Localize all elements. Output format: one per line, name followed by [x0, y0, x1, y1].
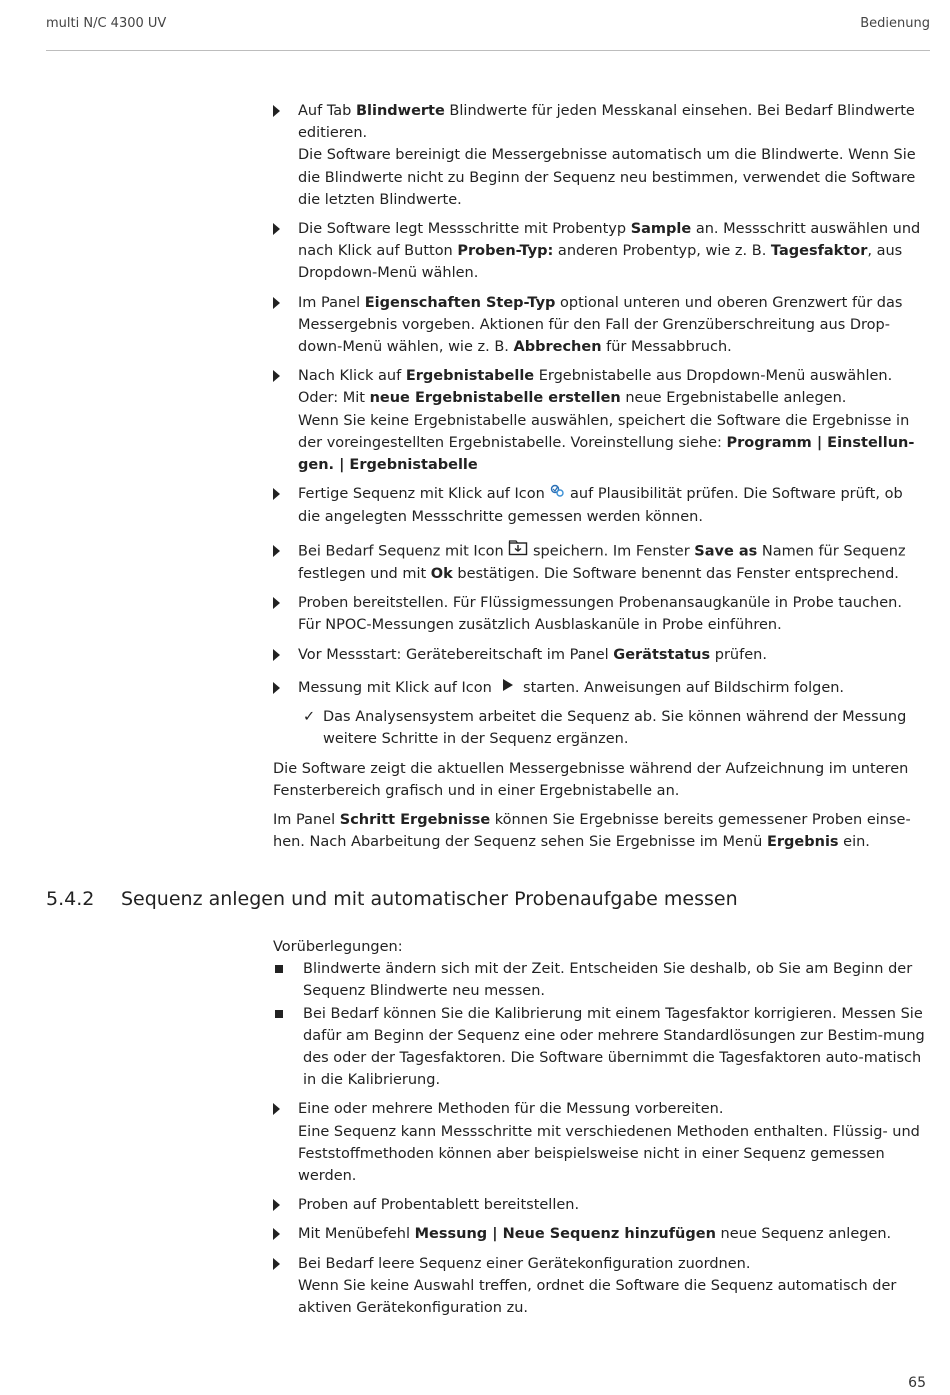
step-arrow-icon	[273, 297, 280, 309]
header-product: multi N/C 4300 UV	[46, 16, 167, 31]
square-bullet-icon	[275, 965, 283, 973]
step-new-sequence: Mit Menübefehl Messung | Neue Sequenz hinzufügen neue Sequenz anlegen.	[273, 1223, 928, 1245]
section-title: Sequenz anlegen und mit automatischer Probenaufgabe messen	[121, 888, 738, 910]
step-arrow-icon	[273, 597, 280, 609]
step-result-table: Nach Klick auf Ergebnistabelle Ergebnistabelle aus Dropdown-Menü auswählen. Oder: Mit neue Ergebnistabelle erstellen neue Ergebnistabelle anlegen. Wenn Sie keine Ergebnistabelle auswählen, speichert die Software die Ergebnisse in der voreingestellten Ergebnistabelle. Voreinstellung siehe: Programm | Einstellun-gen. | Ergebnistabelle	[273, 365, 928, 476]
step-sample-tray: Proben auf Probentablett bereitstellen.	[273, 1194, 928, 1216]
check-icon: ✓	[303, 709, 316, 726]
paragraph-results-display: Die Software zeigt die aktuellen Messergebnisse während der Aufzeichnung im unteren Fensterbereich grafisch und in einer Ergebnistabelle an.	[273, 760, 909, 799]
bullet-day-factor: Bei Bedarf können Sie die Kalibrierung mit einem Tagesfaktor korrigieren. Messen Sie dafür am Beginn der Sequenz eine oder mehrere Standardlösungen zur Bestim-mung des oder der Tagesfaktoren. Die Software übernimmt die Tagesfaktoren auto-matisch in die Kalibrierung.	[273, 1003, 928, 1092]
square-bullet-icon	[275, 1010, 283, 1018]
save-sequence-icon[interactable]	[508, 540, 528, 563]
paragraph-step-results: Im Panel Schritt Ergebnisse können Sie Ergebnisse bereits gemessener Proben einse-hen. Nach Abarbeitung der Sequenz sehen Sie Ergebnisse im Menü Ergebnis ein.	[273, 811, 911, 851]
step-arrow-icon	[273, 1103, 280, 1115]
step-blank-values: Auf Tab Blindwerte Blindwerte für jeden Messkanal einsehen. Bei Bedarf Blindwerte editieren. Die Software bereinigt die Messergebnisse automatisch um die Blindwerte. Wenn Sie die Blindwerte nicht zu Beginn der Sequenz neu bestimmen, verwendet die Software die letzten Blindwerte.	[273, 100, 928, 211]
step-arrow-icon	[273, 1228, 280, 1240]
step-arrow-icon	[273, 105, 280, 117]
step-arrow-icon	[273, 223, 280, 235]
step-arrow-icon	[273, 649, 280, 661]
step-arrow-icon	[273, 370, 280, 382]
step-limits: Im Panel Eigenschaften Step-Typ optional unteren und oberen Grenzwert für das Messergebnis vorgeben. Aktionen für den Fall der Grenzüberschreitung aus Drop-down-Menü wählen, wie z. B. Abbrechen für Messabbruch.	[273, 292, 928, 359]
bullet-blank-values: Blindwerte ändern sich mit der Zeit. Entscheiden Sie deshalb, ob Sie am Beginn der Sequenz Blindwerte neu messen.	[273, 958, 928, 1002]
play-start-icon[interactable]	[496, 677, 518, 699]
step-assign-configuration: Bei Bedarf leere Sequenz einer Gerätekonfiguration zuordnen. Wenn Sie keine Auswahl treffen, ordnet die Software die Sequenz automatisch der aktiven Gerätekonfiguration zu.	[273, 1253, 928, 1320]
page-number: 65	[908, 1375, 926, 1391]
step-plausibility: Fertige Sequenz mit Klick auf Icon auf Plausibilität prüfen. Die Software prüft, ob die angelegten Messschritte gemessen werden können.	[273, 483, 928, 528]
step-provide-samples: Proben bereitstellen. Für Flüssigmessungen Probenansaugkanüle in Probe tauchen. Für NPOC-Messungen zusätzlich Ausblaskanüle in Probe einführen.	[273, 592, 928, 636]
instruction-block-1	[273, 100, 928, 860]
step-save: Bei Bedarf Sequenz mit Icon speichern. Im Fenster Save as Namen für Sequenz festlegen und mit Ok bestätigen. Die Software benennt das Fenster entsprechend.	[273, 540, 928, 585]
step-device-status: Vor Messstart: Gerätebereitschaft im Panel Gerätstatus prüfen.	[273, 644, 928, 666]
preconsiderations-label: Vorüberlegungen:	[273, 939, 403, 955]
step-sample-type: Die Software legt Messschritte mit Probentyp Sample an. Messschritt auswählen und nach Klick auf Button Proben-Typ: anderen Probentyp, wie z. B. Tagesfaktor, aus Dropdown-Menü wählen.	[273, 218, 928, 285]
result-note: ✓ Das Analysensystem arbeitet die Sequenz ab. Sie können während der Messung weitere Schritte in der Sequenz ergänzen.	[273, 706, 928, 750]
step-arrow-icon	[273, 488, 280, 500]
instruction-block-2	[273, 936, 928, 1326]
step-start-measurement: Messung mit Klick auf Icon starten. Anweisungen auf Bildschirm folgen.	[273, 677, 928, 699]
section-number: 5.4.2	[46, 888, 95, 910]
plausibility-check-icon[interactable]	[549, 483, 565, 505]
step-arrow-icon	[273, 682, 280, 694]
step-arrow-icon	[273, 1199, 280, 1211]
page-header	[46, 16, 930, 51]
section-heading	[46, 888, 738, 910]
header-chapter: Bedienung	[860, 16, 930, 31]
step-prepare-methods: Eine oder mehrere Methoden für die Messung vorbereiten. Eine Sequenz kann Messschritte mit verschiedenen Methoden enthalten. Flüssig- und Feststoffmethoden können aber beispielsweise nicht in einer Sequenz gemessen werden.	[273, 1098, 928, 1187]
step-arrow-icon	[273, 1258, 280, 1270]
step-arrow-icon	[273, 545, 280, 557]
